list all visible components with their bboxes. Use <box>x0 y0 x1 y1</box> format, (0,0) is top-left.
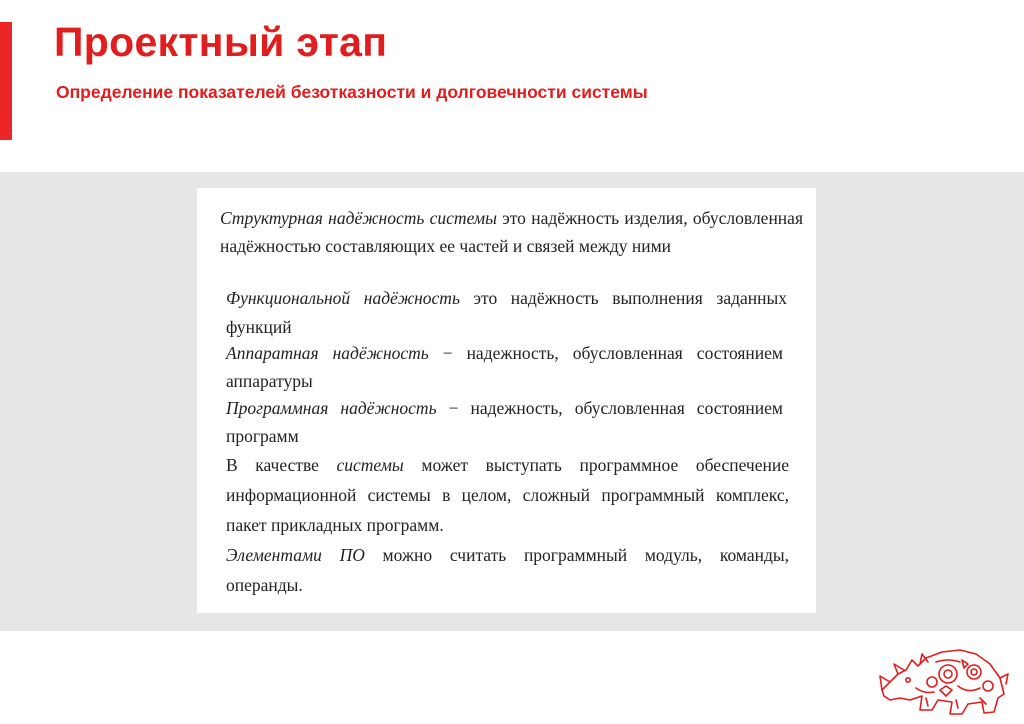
definition-software-reliability: − надежность, обусловленная состоянием программ <box>226 398 783 446</box>
term-system: системы <box>336 455 404 475</box>
term-structural-reliability: Структурная надёжность системы <box>220 208 497 228</box>
definitions-card <box>197 188 816 613</box>
system-scope-lead: В качестве <box>226 455 337 475</box>
term-software-elements: Элементами ПО <box>226 545 365 565</box>
definition-functional-reliability: это надёжность выполнения заданных функций <box>226 288 787 337</box>
paragraph-structural-reliability <box>220 204 803 260</box>
term-functional-reliability: Функциональной надёжность <box>226 288 460 308</box>
paragraph-hardware-reliability <box>226 339 783 395</box>
paragraph-system-scope <box>226 450 789 540</box>
paragraph-software-reliability <box>226 394 783 450</box>
page-title: Проектный этап <box>54 19 388 65</box>
term-software-reliability: Программная надёжность <box>226 398 437 418</box>
paragraph-software-elements <box>226 540 789 600</box>
definition-structural-reliability: это надёжность изделия, обусловленная надёжностью составляющих ее частей и связей между ними <box>220 208 803 256</box>
page-subtitle: Определение показателей безотказности и долговечности системы <box>56 82 648 102</box>
rhino-logo-icon <box>876 638 1010 718</box>
term-hardware-reliability: Аппаратная надёжность <box>226 343 429 363</box>
system-scope-text: может выступать программное обеспечение информационной системы в целом, сложный программный комплекс, пакет прикладных программ. <box>226 455 790 535</box>
paragraph-functional-reliability <box>226 284 787 342</box>
software-elements-text: можно считать программный модуль, команды, операнды. <box>226 545 789 595</box>
accent-bar <box>0 22 12 140</box>
definition-hardware-reliability: − надежность, обусловленная состоянием аппаратуры <box>226 343 783 391</box>
